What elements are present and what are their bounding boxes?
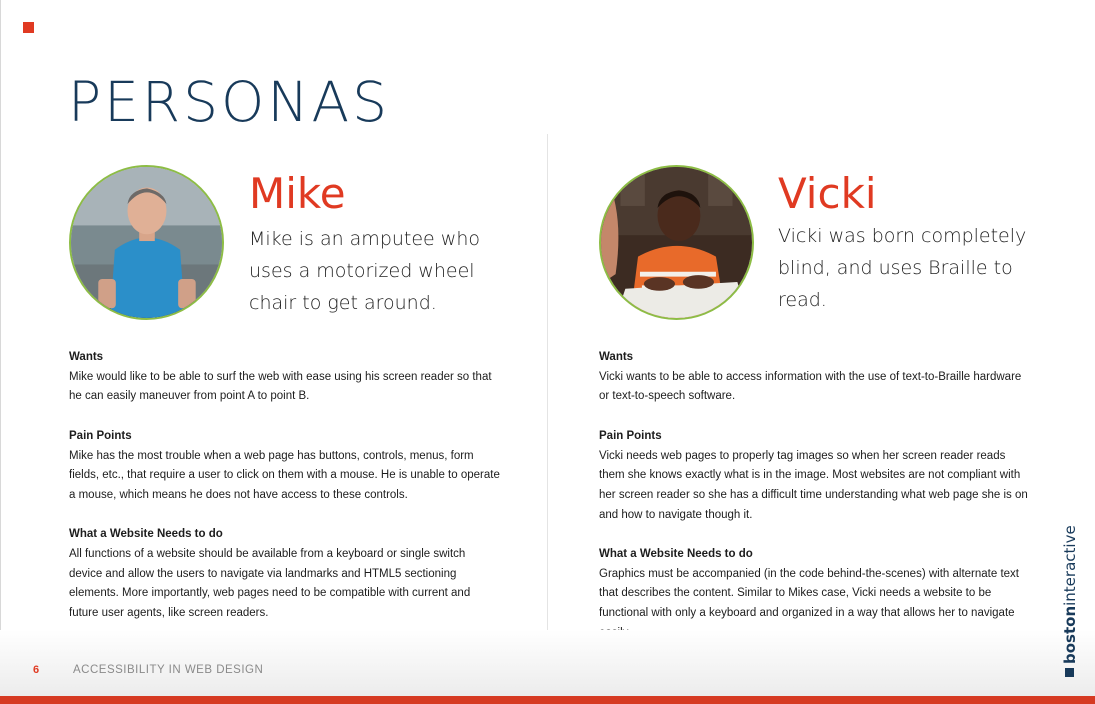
footer-accent-bar: [0, 696, 1095, 704]
page-edge: [0, 0, 1, 704]
avatar-vicki-photo: [599, 165, 754, 320]
section-text-pain-points: Mike has the most trouble when a web page has buttons, controls, menus, form fields, etc., that require a user to click on them with a mouse. He is unable to operate a mouse, which means he does not have access to these controls.: [69, 449, 500, 501]
brand-logo: [1060, 514, 1080, 679]
column-divider: [547, 134, 548, 632]
persona-summary: Mike is an amputee who uses a motorized wheel chair to get around.: [249, 228, 480, 314]
brand-square-icon: [1065, 668, 1074, 677]
section-text-website-needs: All functions of a website should be available from a keyboard or single switch device and allow the users to navigate via landmarks and HTML5 sectioning elements. More importantly, web pages need to be compatible with current and future user agents, like screen readers.: [69, 548, 471, 620]
avatar-mike-photo: [69, 165, 224, 320]
persona-name: Vicki: [778, 169, 877, 218]
footer-document-title: ACCESSIBILITY IN WEB DESIGN: [73, 664, 264, 676]
page-number: 6: [33, 664, 40, 676]
persona-name: Mike: [249, 169, 346, 218]
page-title: PERSONAS: [68, 70, 391, 134]
section-text-wants: Mike would like to be able to surf the web with ease using his screen reader so that he can easily maneuver from point A to point B.: [69, 370, 492, 403]
brand-wordmark-bold: boston: [1061, 605, 1079, 664]
persona-summary: Vicki was born completely blind, and uses Braille to read.: [778, 225, 1027, 311]
footer-background: [0, 630, 1095, 696]
section-heading-website-needs: What a Website Needs to do: [69, 528, 223, 541]
section-heading-pain-points: Pain Points: [69, 429, 132, 442]
section-heading-wants: Wants: [599, 351, 634, 363]
section-text-wants: Vicki wants to be able to access information with the use of text-to-Braille hardware or text-to-speech software.: [599, 370, 1022, 403]
brand-wordmark: [1060, 514, 1080, 664]
section-heading-wants: Wants: [69, 351, 104, 363]
section-heading-website-needs: What a Website Needs to do: [599, 548, 753, 560]
corner-marker: [23, 22, 34, 33]
brand-wordmark-light: interactive: [1061, 525, 1079, 606]
section-heading-pain-points: Pain Points: [599, 429, 662, 442]
section-text-website-needs: Graphics must be accompanied (in the code behind-the-scenes) with alternate text that describes the content. Similar to Mikes case, Vicki needs a website to be functional with only a keyboard and organized in a way that allows her to navigate: [599, 567, 1019, 620]
section-text-pain-points: Vicki needs web pages to properly tag images so when her screen reader reads them she knows exactly what is in the image. Most websites are not compliant with her screen reader so she has a difficult time understanding what web page she is on and how to navigate though it.: [599, 449, 1028, 521]
persona-details: [69, 348, 501, 624]
persona-details: [599, 348, 1031, 644]
